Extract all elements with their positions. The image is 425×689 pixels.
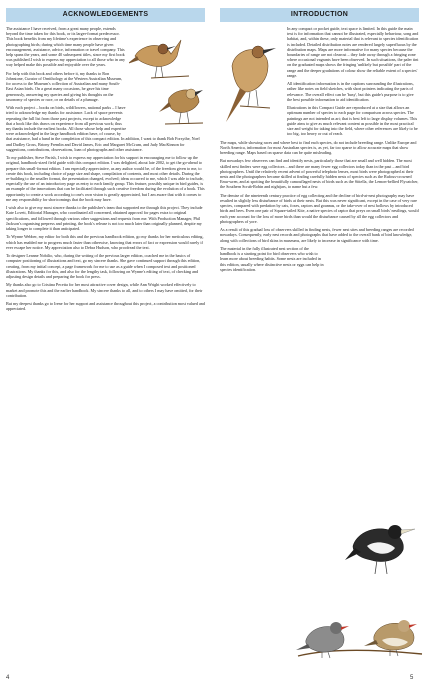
intro-paragraph-7: As a result of this gradual loss of observers skilled in finding nests, fewer nest sites and breeding ranges are recorded nowadays. Consequently, early nest records and photographs that have added to the overall bank of bird knowledge, along with collections of bird skins in museums, are likely to increase in significance with time. bbox=[220, 227, 414, 243]
intro-paragraph-2: All identification information is in the captions surrounding the illustrations, rather like notes on field sketches, with short pointers indicating the parts of relevance. The overall effect can be 'busy', but this guide's purpose is to give the best possible information to aid identification. bbox=[287, 81, 414, 102]
finch-pair-illustration bbox=[292, 596, 424, 674]
honeyeater-pair-illustration bbox=[129, 26, 205, 130]
left-page-column bbox=[6, 8, 205, 668]
ack-paragraph-2: For help with this book and others before it, my thanks to Ron Johnstone, Curator of Ornithology at the Western Australian Museum, for access to the Museum's collection of Australian and many South-East Asian birds. On a great many occasions, he gave his time generously, answering my queries and giving his thoughts on the taxonomy of species or race, or on details of a plumage. bbox=[6, 70, 123, 102]
ack-paragraph-6: To Wynne Webber, my editor for both this and the previous handbook edition, go my thanks for her meticulous editing, which has enabled me to progress much faster than otherwise, knowing that errors of fact or expression would rarely if ever escape her notice. My appreciation also to Debra Hudson, who proofread the text. bbox=[6, 234, 204, 250]
intro-paragraph-8: The material in the fully illustrated nest section of the handbook is a starting point for bird observers who wish to learn more about breeding habits. Some nests are included in this edition, usually where distinctive nests or eggs can help in species identification. bbox=[220, 246, 324, 272]
ack-paragraph-5: I wish also to give my most sincere thanks to the publisher's team that supported me through this project. They include Kate Lovett, Editorial Manager, who coordinated all concerned, obtained approval for pages extra to original specifications, and followed through various other suggestions and requests from me. With Production Manager, Phil Jackson's organising prepress and printing, the book's release is not too much later than originally planned, despite my taking longer to complete it than anticipated. bbox=[6, 205, 203, 232]
ack-paragraph-7: To designer Leanne Nobilio, who, during the writing of the previous larger edition, coached me in the basics of computer positioning of illustrations and text, go my sincere thanks. She gave continued support through this edition, creating, from my initial concept, a page framework for me to use as a guide when I composed text and positioned illustrations. My thanks for this, and also for the lengthy task, following on Wynne's editing of text, of checking and adjusting design details and preparing the book for press. bbox=[6, 253, 201, 280]
ack-paragraph-4: To my publisher, Steve Parish, I wish to express my appreciation for his support in encouraging me to follow up the original, handbook-sized field guide with this compact edition. I was delighted, about late 2002, to get the go-ahead to prepare this small-format edition. I am especially appreciative, as any author would be, of the freedom given to me, to create this book, including choice of page size and shape, compilation of contents, and most other details. During the re-building to the smaller format, the presentation changed, evolved; ideas occurred to me, which I was able to include, especially the use of an introductory page as entry to each family group. This feature, possibly unique in bird guides, is an example of the innovations that can be facilitated through such creative freedom during the evolution of a book. This opportunity to create a work according to one's own vision is greatly appreciated, but I am aware that with it comes to me any responsibility for shortcomings that the book may have. bbox=[6, 155, 205, 202]
left-page-number: 4 bbox=[6, 675, 10, 681]
intro-paragraph-3: Illustrations in this Compact Guide are reproduced at a size that allows an optimum number of species to each page for comparison across species. The paintings are not intended as art; that is best left to large display volumes. This guide aims to give as much relevant content as possible in the most practical size and weight for taking into the field, where other references are likely to be too big, too heavy or out of reach. bbox=[287, 105, 418, 137]
intro-paragraph-6: The demise of the nineteenth century practice of egg collecting and the decline of bird-at-nest photography may have resulted in slightly less disturbance of birds at their nests. But this was never significant, except in the case of very rare species, compared with predation by cats, foxes, raptors and goannas, or the take-over of nest hollows by introduced birds and bees. Even one pair of Square-tailed Kite, a native species of raptor that preys on small birds' nestlings, would each year account for the loss of more birds than would the disturbance caused by all the egg collectors and photographers of yore. bbox=[220, 192, 419, 224]
ack-paragraph-3: With each project – books on birds, wildflowers, national parks – I have tried to acknowledge my thanks for assistance. Lack of space prevents repeating the full list from those past projects, except to acknowledge that a book like this draws on experience from all previous work; thus my thanks include the earliest books. All those whose help and expertise were acknowledged in the large handbook edition have, of course, by that assistance, had a hand in the completion of this compact edition. In addition, I want to thank Bob Forsythe, Noel and Dudley Gross, Briony Fremlin and David James, Eric and Margaret McCrum, and Judy MacKinnon for suggestions, contributions, observations, loan of photographs and other assistance. bbox=[6, 105, 200, 152]
intro-paragraph-4: The maps, while showing races and where best to find each species, do not include breeding range. Unlike Europe and North America, information for most Australian species is, as yet, far too sparse to allow accurate maps that show breeding range. Maps based on sparse data can be quite misleading. bbox=[220, 139, 417, 156]
ack-paragraph-1: The assistance I have received, from a great many people, extends beyond the time taken for this book, or its larger-format predecessor. This book benefits from my lifetime's experience in observing and photographing birds; during which time many people have given encouragement, assistance, advice, information or travel company. This help spans the years, and some 40 subsequent titles, since my first book was published.I wish to express my appreciation to all those who in any way helped make this possible and enjoyable over the years. bbox=[6, 26, 126, 68]
acknowledgements-heading: ACKNOWLEDGEMENTS bbox=[6, 8, 205, 22]
ack-paragraph-8: My thanks also go to Cristina Pecetta for her most attractive cover design, while Ann Wright worked effectively to market and promote this and the earlier handbook. My sincere thanks to all, and to others I may have omitted, for their contribution. bbox=[6, 282, 203, 298]
magpie-lark-illustration bbox=[345, 502, 423, 582]
ack-paragraph-9: But my deepest thanks go to Irene for her support and assistance throughout this project, a contribution most valued and appreciated. bbox=[6, 301, 205, 312]
intro-paragraph-5: But nowadays few observers can find and identify nests, particularly those that are small and well hidden. The most skilled nest finders were egg collectors – and there are many fewer egg collectors today than in the past – and bird photographers. Until the relatively recent advent of powerful telephoto lenses, most birds were photographed at their nests and the photographers became skilled at finding carefully hidden nests of species such as the Rufous-crowned Emu-wren, and at spotting the beautifully camouflaged nests of birds such as the Sittella, the Lemon-bellied Flycatcher, the Southern Scrub-Robin and nightjars, to name but a few. bbox=[220, 158, 419, 190]
honeyeater-illustration bbox=[220, 26, 284, 136]
intro-paragraph-1: In any compact or pocket guide, text space is limited. In this guide the main text is for information that cannot be illustrated, especially behaviour, song and habitat, and, within these, only material that is relevant to species identification is included. Detailed distribution notes are rendered largely superfluous by the distribution maps. Maps are more informative for many species because the boundaries of range are not clearcut – they fade away through a fringing zone where occasional vagrants have been observed. In such situations, the paler tint on the graduated maps shows the fringing 'unlikely but possible' part of the range and the deeper gradations of colour show the reliable extent of a species' range. bbox=[287, 26, 419, 78]
introduction-heading: INTRODUCTION bbox=[220, 8, 419, 22]
right-page-number: 5 bbox=[410, 675, 414, 681]
